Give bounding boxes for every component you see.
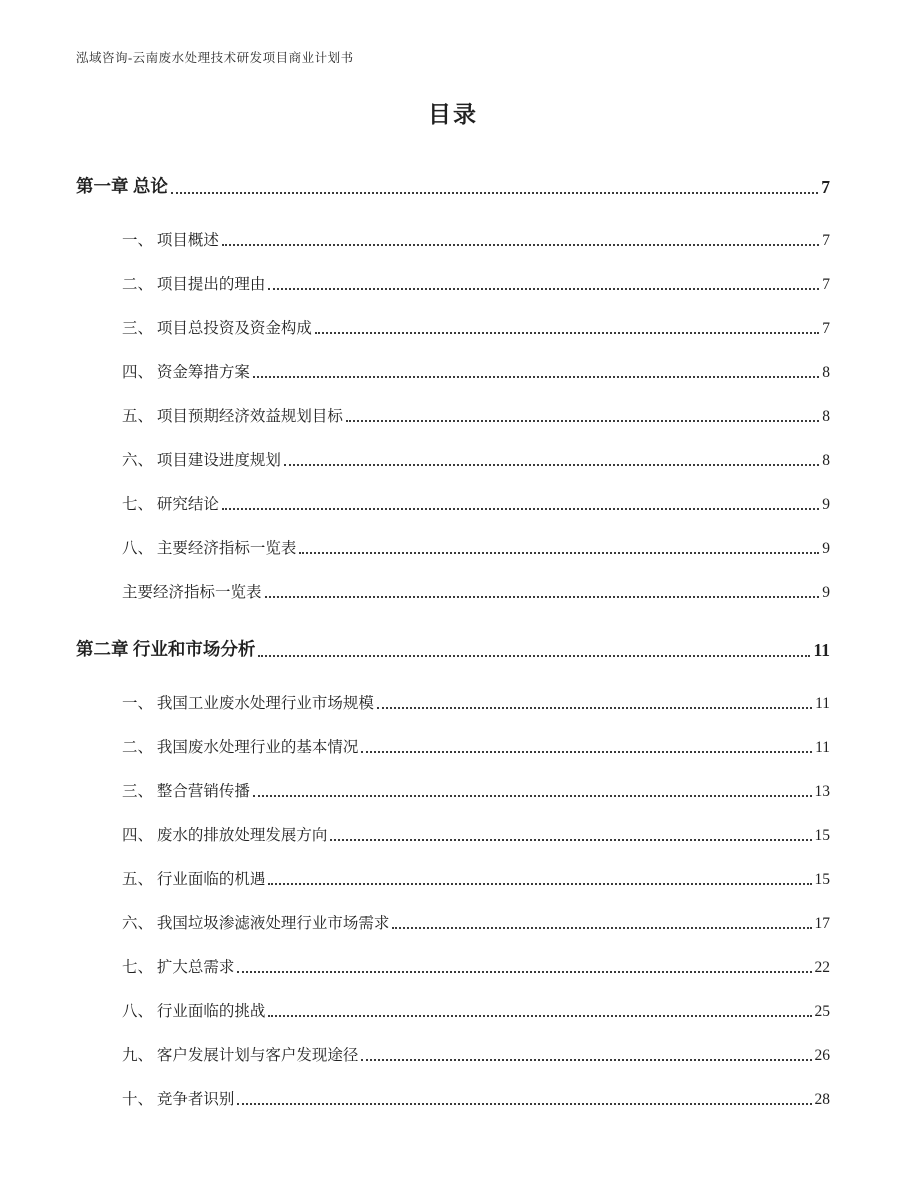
toc-page-number: 15: [814, 871, 830, 888]
toc-entry-label: 四、 废水的排放处理发展方向: [122, 827, 328, 844]
toc-page-number: 7: [822, 232, 830, 249]
dot-leader: [237, 1103, 811, 1105]
toc-entry-label: 二、 我国废水处理行业的基本情况: [122, 739, 359, 756]
toc-entry-label: 十、 竞争者识别: [122, 1091, 235, 1108]
toc-page-number: 11: [815, 739, 830, 756]
toc-entry[interactable]: [76, 580, 830, 602]
toc-entry[interactable]: [76, 911, 830, 933]
toc-entry[interactable]: [76, 492, 830, 514]
toc-entry-label: 二、 项目提出的理由: [122, 276, 266, 293]
toc-entry-label: 一、 项目概述: [122, 232, 219, 249]
page-title: 目录: [428, 102, 478, 127]
toc-entry-label: 一、 我国工业废水处理行业市场规模: [122, 695, 374, 712]
toc-entry-label: 七、 研究结论: [122, 496, 219, 513]
toc-entry-label: 第一章 总论: [76, 176, 168, 196]
toc-page-number: 8: [822, 408, 830, 425]
dot-leader: [377, 707, 812, 709]
toc-page-number: 7: [822, 276, 830, 293]
dot-leader: [284, 464, 819, 466]
toc-entry-label: 五、 行业面临的机遇: [122, 871, 266, 888]
toc-page-number: 7: [822, 320, 830, 337]
toc-page-number: 25: [814, 1003, 830, 1020]
toc-entry-label: 三、 整合营销传播: [122, 783, 250, 800]
toc-entry[interactable]: [76, 691, 830, 713]
toc-page-number: 11: [813, 640, 830, 660]
toc-entry[interactable]: [76, 316, 830, 338]
toc-entry-label: 主要经济指标一览表: [122, 584, 262, 601]
dot-leader: [171, 192, 818, 194]
toc-entry[interactable]: [76, 823, 830, 845]
dot-leader: [361, 751, 812, 753]
dot-leader: [392, 927, 811, 929]
toc-entry-label: 七、 扩大总需求: [122, 959, 235, 976]
dot-leader: [253, 376, 819, 378]
toc-entry-label: 四、 资金筹措方案: [122, 364, 250, 381]
toc-entry-label: 六、 项目建设进度规划: [122, 452, 281, 469]
toc-entry[interactable]: [76, 867, 830, 889]
dot-leader: [268, 1015, 811, 1017]
dot-leader: [268, 288, 819, 290]
toc-page-number: 9: [822, 584, 830, 601]
dot-leader: [361, 1059, 811, 1061]
toc-entry-label: 第二章 行业和市场分析: [76, 639, 256, 659]
dot-leader: [268, 883, 811, 885]
toc-page-number: 7: [821, 177, 830, 197]
toc-page-number: 17: [814, 915, 830, 932]
dot-leader: [330, 839, 811, 841]
toc-page-number: 9: [822, 540, 830, 557]
toc-page-number: 15: [814, 827, 830, 844]
dot-leader: [237, 971, 811, 973]
toc-page-number: 13: [814, 783, 830, 800]
toc-page-number: 8: [822, 364, 830, 381]
dot-leader: [222, 244, 819, 246]
toc-entry[interactable]: [76, 779, 830, 801]
toc-entry-label: 八、 主要经济指标一览表: [122, 540, 297, 557]
toc-entry[interactable]: [76, 999, 830, 1021]
toc-entry[interactable]: [76, 272, 830, 294]
toc-entry-label: 九、 客户发展计划与客户发现途径: [122, 1047, 359, 1064]
toc-entry[interactable]: [76, 735, 830, 757]
toc-entry[interactable]: [76, 955, 830, 977]
toc-entry[interactable]: [76, 536, 830, 558]
dot-leader: [258, 655, 810, 657]
toc-page-number: 9: [822, 496, 830, 513]
dot-leader: [253, 795, 812, 797]
toc-entry-label: 八、 行业面临的挑战: [122, 1003, 266, 1020]
toc-entry-label: 五、 项目预期经济效益规划目标: [122, 408, 343, 425]
toc-page-number: 11: [815, 695, 830, 712]
toc-entry[interactable]: [76, 360, 830, 382]
toc-chapter-entry[interactable]: [76, 173, 830, 198]
document-header-text: 泓域咨询-云南废水处理技术研发项目商业计划书: [76, 51, 354, 65]
toc-entry-label: 三、 项目总投资及资金构成: [122, 320, 312, 337]
toc-entry[interactable]: [76, 404, 830, 426]
toc-entry-label: 六、 我国垃圾渗滤液处理行业市场需求: [122, 915, 390, 932]
toc-page-number: 26: [814, 1047, 830, 1064]
toc-entry[interactable]: [76, 228, 830, 250]
toc-page-number: 22: [814, 959, 830, 976]
toc-entry[interactable]: [76, 448, 830, 470]
dot-leader: [315, 332, 819, 334]
dot-leader: [222, 508, 819, 510]
toc-page-number: 8: [822, 452, 830, 469]
dot-leader: [346, 420, 819, 422]
toc-page-number: 28: [814, 1091, 830, 1108]
dot-leader: [299, 552, 819, 554]
dot-leader: [265, 596, 820, 598]
toc-entry[interactable]: [76, 1087, 830, 1109]
toc-chapter-entry[interactable]: [76, 636, 830, 661]
toc-entry[interactable]: [76, 1043, 830, 1065]
table-of-contents: [76, 173, 830, 1109]
